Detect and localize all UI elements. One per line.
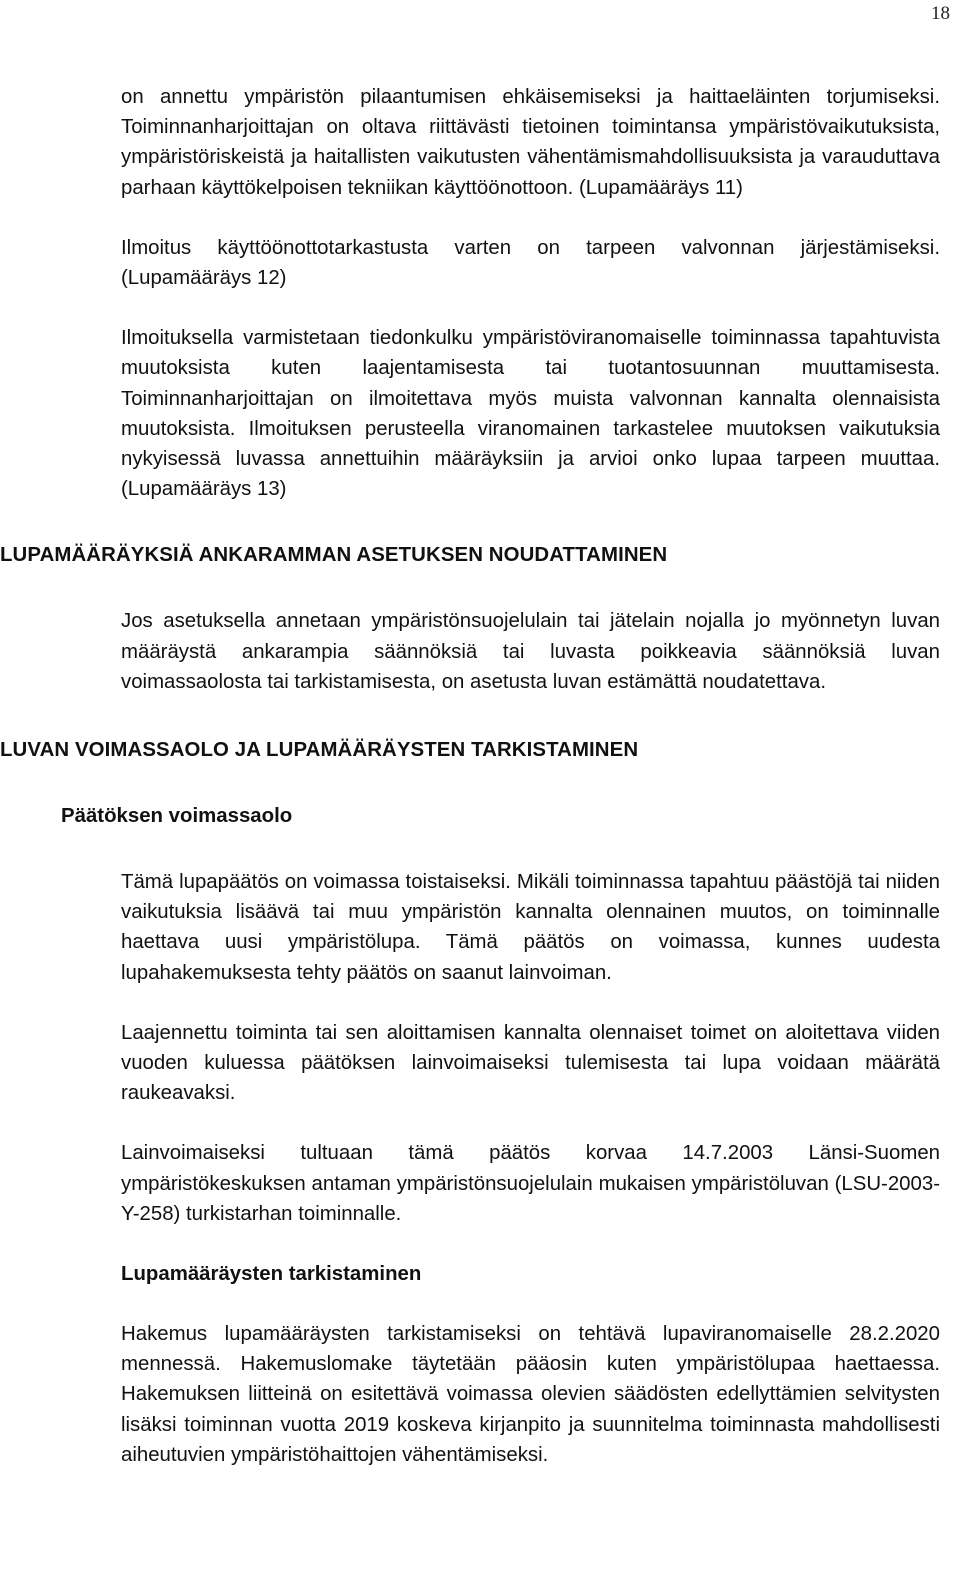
subheading-decision-validity: Päätöksen voimassaolo [61,805,293,828]
paragraph-expansion-deadline: Laajennettu toiminta tai sen aloittamisen kannalta olennaiset toimet on aloitettava viiden vuoden kuluessa päätöksen lainvoimaiseksi tulemisesta tai lupa voidaan määrätä raukeavaksi. [121,1021,940,1105]
paragraph-decision-validity: Tämä lupapäätös on voimassa toistaiseksi. Mikäli toiminnassa tapahtuu päästöjä tai niiden vaikutuksia lisäävä tai muu ympäristön kannalta olennainen muutos, on toiminnalle haettava uusi ympäristölupa. Tämä päätös on voimassa, kunnes uudesta lupahakemuksesta tehty päätös on saanut lainvoiman. [121,871,940,984]
paragraph-permit-order-11: on annettu ympäristön pilaantumisen ehkäisemiseksi ja haittaeläinten torjumiseksi. Toiminnanharjoittajan on oltava riittävästi tietoinen toimintansa ympäristövaikutuksista, ympäristöriskeistä ja haitallisten vaikutusten vähentämismahdollisuuksista ja varauduttava parhaan käyttökelpoisen tekniikan käyttöönottoon. (Lupamääräys 11) [121,86,940,199]
paragraph-permit-order-13: Ilmoituksella varmistetaan tiedonkulku ympäristöviranomaiselle toiminnassa tapahtuvista muutoksista kuten laajentamisesta tai tuotantosuunnan muuttamisesta. Toiminnanharjoittajan on ilmoitettava myös muista valvonnan kannalta olennaisista muutoksista. Ilmoituksen perusteella viranomainen tarkastelee muutoksen vaikutuksia nykyisessä luvassa annettuihin määräyksiin ja arvioi onko lupaa tarpeen muuttaa. (Lupamääräys 13) [121,327,940,501]
subheading-permit-review: Lupamääräysten tarkistaminen [121,1263,422,1286]
section-heading-stricter-regulation: LUPAMÄÄRÄYKSIÄ ANKARAMMAN ASETUKSEN NOUDATTAMINEN [0,544,668,567]
page-number: 18 [931,3,950,24]
paragraph-stricter-regulation: Jos asetuksella annetaan ympäristönsuojelulain tai jätelain nojalla jo myönnetyn luvan määräystä ankarampia säännöksiä tai luvasta poikkeavia säännöksiä luvan voimassaolosta tai tarkistamisesta, on asetusta luvan estämättä noudatettava. [121,610,940,693]
paragraph-permit-order-12: Ilmoitus käyttöönottotarkastusta varten on tarpeen valvonnan järjestämiseksi. (Lupamääräys 12) [121,236,940,290]
section-heading-validity-and-review: LUVAN VOIMASSAOLO JA LUPAMÄÄRÄYSTEN TARKISTAMINEN [0,739,639,762]
document-body [0,82,960,1470]
paragraph-replaces-previous-permit: Lainvoimaiseksi tultuaan tämä päätös korvaa 14.7.2003 Länsi-Suomen ympäristökeskuksen antaman ympäristönsuojelulain mukaisen ympäristöluvan (LSU-2003-Y-258) turkistarhan toiminnalle. [121,1142,940,1225]
paragraph-permit-review: Hakemus lupamääräysten tarkistamiseksi on tehtävä lupaviranomaiselle 28.2.2020 mennessä. Hakemuslomake täytetään pääosin kuten ympäristölupaa haettaessa. Hakemuksen liitteinä on esitettävä voimassa olevien säädösten edellyttämien selvitysten lisäksi toiminnan vuotta 2019 koskeva kirjanpito ja suunnitelma toiminnasta mahdollisesti aiheutuvien ympäristöhaittojen vähentämiseksi. [121,1323,940,1466]
